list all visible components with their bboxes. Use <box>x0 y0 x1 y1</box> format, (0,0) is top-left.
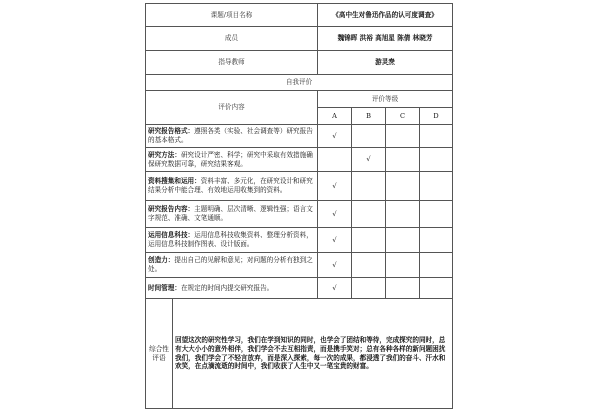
grade-c-cell[interactable] <box>386 253 420 278</box>
criterion-cell <box>146 253 318 278</box>
grade-c-cell[interactable] <box>386 278 420 299</box>
self-eval-title: 自我评价 <box>146 75 453 91</box>
grade-d-cell[interactable] <box>420 172 453 201</box>
criterion-desc: 主题明确、层次清晰、逻辑性强；语言文字规范、准确、文笔通顺。 <box>148 205 313 222</box>
evaluation-form-table <box>145 3 453 409</box>
summary-label-line1: 综合性 <box>149 344 169 353</box>
self-eval-title-row <box>146 75 453 91</box>
advisor-label: 指导教师 <box>146 51 318 75</box>
grade-b-header: B <box>352 108 386 125</box>
grade-a-cell[interactable] <box>318 148 352 172</box>
topic-row <box>146 4 453 27</box>
criterion-desc: 提出自己的见解和意见；对问题的分析有独到之处。 <box>148 256 313 273</box>
criterion-cell <box>146 201 318 228</box>
grade-d-cell[interactable] <box>420 278 453 299</box>
grade-d-cell[interactable] <box>420 125 453 148</box>
grade-b-cell[interactable] <box>352 148 386 172</box>
summary-label-line2: 评语 <box>152 353 166 362</box>
advisor-value: 游灵焘 <box>318 51 453 75</box>
topic-value: 《高中生对鲁迅作品的认可度调查》 <box>318 4 453 27</box>
grade-a-cell[interactable] <box>318 172 352 201</box>
grade-c-cell[interactable] <box>386 125 420 148</box>
grade-a-cell[interactable] <box>318 278 352 299</box>
check-mark: √ <box>332 209 337 218</box>
criterion-row-format <box>146 125 453 148</box>
eval-grade-header: 评价等级 <box>318 91 453 108</box>
topic-label: 课题/项目名称 <box>146 4 318 27</box>
criterion-row-method <box>146 148 453 172</box>
check-mark: √ <box>332 283 337 292</box>
grade-a-header: A <box>318 108 352 125</box>
grade-b-cell[interactable] <box>352 201 386 228</box>
grade-b-cell[interactable] <box>352 278 386 299</box>
criterion-title: 研究报告格式： <box>148 127 195 136</box>
criterion-title: 运用信息科技： <box>148 231 195 240</box>
criterion-row-creativity <box>146 253 453 278</box>
eval-header-row <box>146 91 453 108</box>
members-label: 成员 <box>146 27 318 51</box>
grade-d-cell[interactable] <box>420 201 453 228</box>
grade-a-cell[interactable] <box>318 228 352 253</box>
check-mark: √ <box>366 155 371 164</box>
grade-c-cell[interactable] <box>386 148 420 172</box>
grade-d-cell[interactable] <box>420 228 453 253</box>
grade-c-header: C <box>386 108 420 125</box>
grade-c-cell[interactable] <box>386 172 420 201</box>
criterion-desc: 资料丰富、多元化，在研究设计和研究结果分析中能合理、有效地运用收集到的资料。 <box>148 177 313 194</box>
grade-a-cell[interactable] <box>318 201 352 228</box>
criterion-row-content <box>146 201 453 228</box>
summary-label <box>146 299 173 409</box>
criterion-cell <box>146 278 318 299</box>
check-mark: √ <box>332 260 337 269</box>
criterion-row-materials <box>146 172 453 201</box>
grade-b-cell[interactable] <box>352 228 386 253</box>
members-value: 魏锦晖 洪裕 高旭星 陈倩 林晓芳 <box>318 27 453 51</box>
criterion-row-it <box>146 228 453 253</box>
summary-text[interactable]: 回望这次的研究性学习，我们在学到知识的同时，也学会了团结和等待，完成探究的同时，总有大大小小的意外相伴，我们学会不去互相指责，而是携手笑对；总有各种各样的新问题困扰我们，我们学会了不轻言放弃，而是深入探索，每一次的成果，都浸透了我们的奋斗、汗水和欢笑，在点滴流逝的时间中，我们收获了人生中又一笔宝贵的财富。 <box>173 299 453 409</box>
grade-b-cell[interactable] <box>352 125 386 148</box>
members-row <box>146 27 453 51</box>
criterion-cell <box>146 148 318 172</box>
criterion-cell <box>146 125 318 148</box>
criterion-cell <box>146 228 318 253</box>
grade-a-cell[interactable] <box>318 125 352 148</box>
criterion-title: 时间管理： <box>148 283 181 292</box>
advisor-row <box>146 51 453 75</box>
criterion-title: 创造力： <box>148 256 175 265</box>
criterion-row-time <box>146 278 453 299</box>
criterion-title: 研究报告内容： <box>148 205 195 214</box>
criterion-desc: 在规定的时间内提交研究报告。 <box>180 283 274 292</box>
criterion-cell <box>146 172 318 201</box>
check-mark: √ <box>332 131 337 140</box>
criterion-desc: 研究设计严密、科学；研究中采取有效措施确保研究数据可靠，研究结果客观。 <box>148 150 313 168</box>
grade-d-cell[interactable] <box>420 148 453 172</box>
summary-row <box>146 299 453 409</box>
grade-c-cell[interactable] <box>386 228 420 253</box>
grade-d-cell[interactable] <box>420 253 453 278</box>
criterion-desc: 运用信息科技收集资料、整理分析资料，运用信息科技制作图表、设计版面。 <box>148 231 313 248</box>
check-mark: √ <box>332 235 337 244</box>
check-mark: √ <box>332 181 337 190</box>
grade-a-cell[interactable] <box>318 253 352 278</box>
criterion-title: 研究方法： <box>148 150 181 159</box>
grade-b-cell[interactable] <box>352 253 386 278</box>
eval-content-header: 评价内容 <box>146 91 318 125</box>
grade-d-header: D <box>420 108 453 125</box>
criterion-desc: 遵照各类（实验、社会调查等）研究报告的基本格式。 <box>148 127 313 144</box>
grade-c-cell[interactable] <box>386 201 420 228</box>
criterion-title: 资料搜集和运用： <box>148 177 201 186</box>
grade-b-cell[interactable] <box>352 172 386 201</box>
